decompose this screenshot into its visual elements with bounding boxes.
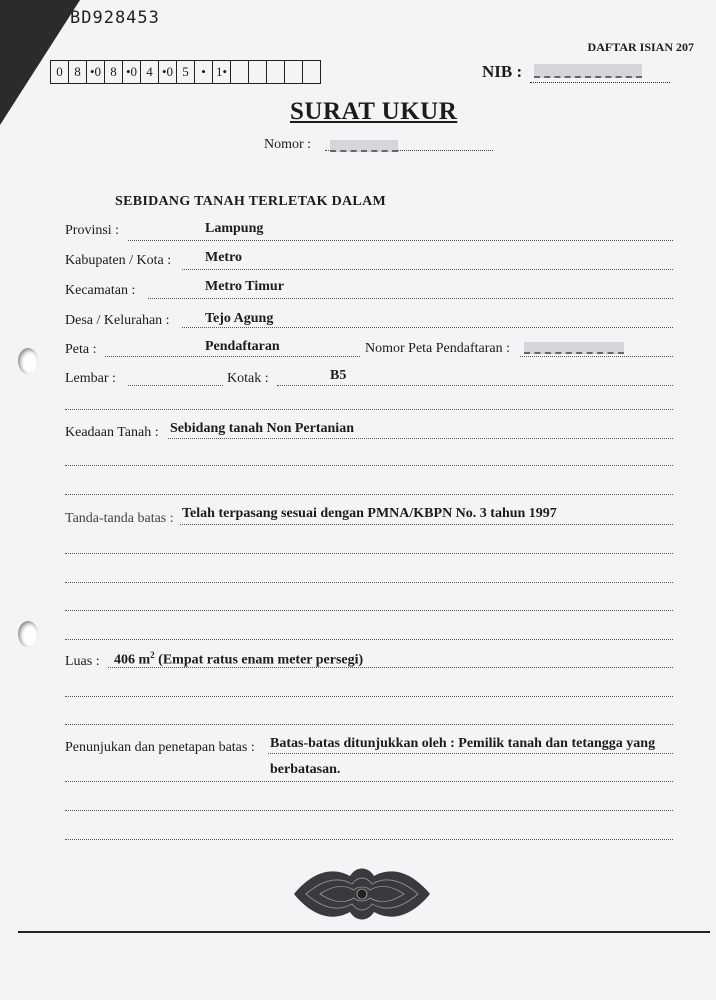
code-box: 8: [104, 61, 122, 83]
dotted-line: [65, 465, 673, 466]
code-box: •0: [122, 61, 140, 83]
code-box: 0: [56, 64, 63, 79]
redaction-mark: [534, 64, 642, 78]
dotted-line: [65, 639, 673, 640]
dotted-line: [65, 781, 673, 782]
dotted-line: [128, 240, 673, 241]
dotted-line: [277, 385, 673, 386]
keadaan-tanah-value: Sebidang tanah Non Pertanian: [170, 421, 354, 436]
redaction-mark: [330, 140, 398, 152]
code-box: •0: [158, 61, 176, 83]
dotted-line: [65, 553, 673, 554]
luas-label: Luas :: [65, 654, 100, 669]
form-code: DAFTAR ISIAN 207: [587, 40, 694, 54]
binder-hole: [18, 621, 38, 647]
code-box: [266, 61, 284, 83]
code-boxes: [50, 60, 321, 84]
nib-label: NIB :: [482, 62, 523, 81]
dotted-line: [65, 582, 673, 583]
tanda-batas-value: Telah terpasang sesuai dengan PMNA/KBPN No. 3 tahun 1997: [182, 506, 557, 521]
peta-label: Peta :: [65, 342, 97, 357]
lembar-label: Lembar :: [65, 371, 116, 386]
luas-number: 406 m: [114, 652, 151, 668]
section-heading: SEBIDANG TANAH TERLETAK DALAM: [115, 194, 386, 209]
dotted-line: [65, 724, 673, 725]
dotted-line: [182, 327, 673, 328]
provinsi-value: Lampung: [205, 221, 264, 236]
dotted-line: [65, 409, 673, 410]
code-box: [284, 61, 302, 83]
luas-value: [114, 650, 363, 669]
nomor-peta-label: Nomor Peta Pendaftaran :: [365, 341, 511, 356]
dotted-line: [105, 356, 360, 357]
dotted-line: [65, 839, 673, 840]
dotted-line: [108, 667, 673, 668]
bottom-rule: [18, 931, 710, 933]
penunjukan-label: Penunjukan dan penetapan batas :: [65, 740, 255, 755]
tanda-batas-label: Tanda-tanda batas :: [65, 511, 174, 526]
kecamatan-value: Metro Timur: [205, 279, 284, 294]
penunjukan-value-line2: berbatasan.: [270, 762, 341, 777]
document-title: SURAT UKUR: [290, 98, 458, 125]
serial-number: BD928453: [70, 8, 160, 28]
dotted-line: [128, 385, 223, 386]
keadaan-tanah-label: Keadaan Tanah :: [65, 425, 159, 440]
luas-superscript: 2: [150, 650, 155, 660]
code-box: [248, 61, 266, 83]
dotted-line: [182, 269, 673, 270]
kotak-value: B5: [330, 368, 347, 383]
dotted-line: [65, 494, 673, 495]
kotak-label: Kotak :: [227, 371, 269, 386]
penunjukan-value-line1: Batas-batas ditunjukkan oleh : Pemilik tanah dan tetangga yang: [270, 736, 656, 751]
luas-words: (Empat ratus enam meter persegi): [158, 652, 364, 668]
code-box: •: [194, 61, 212, 83]
peta-value: Pendaftaran: [205, 339, 280, 354]
dotted-line: [180, 524, 673, 525]
binder-hole: [18, 348, 38, 374]
dotted-line: [148, 298, 673, 299]
kecamatan-label: Kecamatan :: [65, 283, 136, 298]
redaction-mark: [524, 342, 624, 354]
code-box: 8: [68, 61, 86, 83]
desa-label: Desa / Kelurahan :: [65, 313, 170, 328]
code-box: 1•: [212, 61, 230, 83]
security-ornament-icon: [292, 864, 432, 924]
kabupaten-label: Kabupaten / Kota :: [65, 253, 172, 268]
kabupaten-value: Metro: [205, 250, 243, 265]
dotted-line: [168, 438, 673, 439]
code-box: [230, 61, 248, 83]
code-box: 4: [140, 61, 158, 83]
code-box: [302, 61, 320, 83]
code-box: 5: [176, 61, 194, 83]
dotted-line: [65, 610, 673, 611]
dotted-line: [65, 810, 673, 811]
nomor-label: Nomor :: [264, 137, 312, 152]
dotted-line: [520, 356, 673, 357]
code-box: •0: [86, 61, 104, 83]
dotted-line: [268, 753, 673, 754]
desa-value: Tejo Agung: [205, 311, 274, 326]
provinsi-label: Provinsi :: [65, 223, 120, 238]
dotted-line: [65, 696, 673, 697]
